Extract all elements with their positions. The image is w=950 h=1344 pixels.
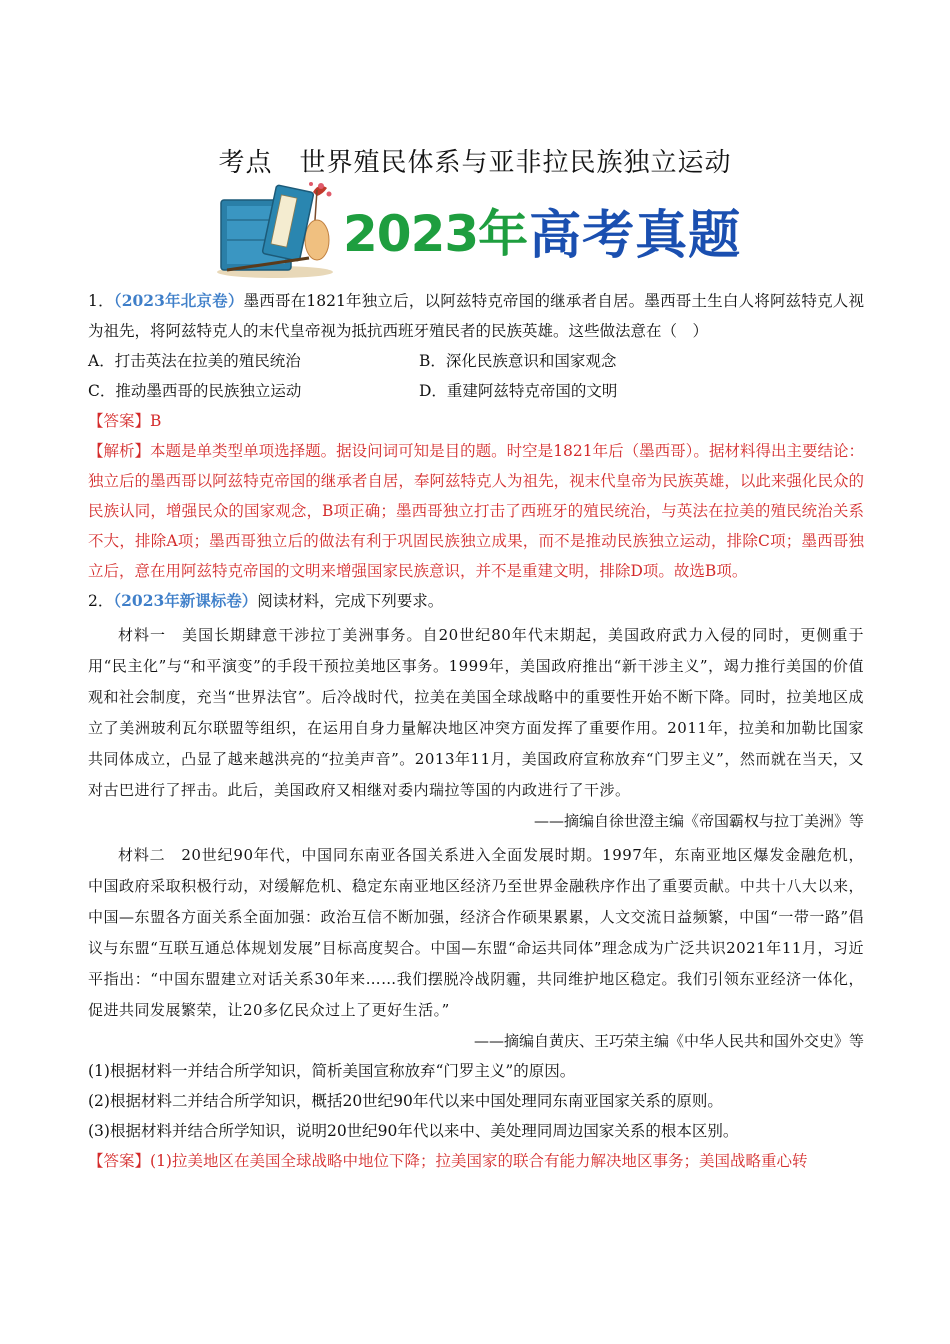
banner-label: 高考真题 [529, 205, 742, 266]
options-row-1 [88, 346, 864, 376]
material-1: 材料一 美国长期肆意干涉拉丁美洲事务。自20世纪80年代末期起，美国政府武力入侵的同时，更侧重于用“民主化”与“和平演变”的手段干预拉美地区事务。1999年，美国政府推出“新干涉主义”，竭力推行美国的价值观和社会制度，充当“世界法官”。后冷战时代，拉美在美国全球战略中的重要性开始不断下降。同时，拉美地区成立了美洲玻利瓦尔联盟等组织，在运用自身力量解决地区冲突方面发挥了重要作用。2011年，拉美和加勒比国家共同体成立，凸显了越来越洪亮的“拉美声音”。2013年11月，美国政府宣称放弃“门罗主义”，然而就在当天，又对古巴进行了抨击。此后，美国政府又相继对委内瑞拉等国的内政进行了干涉。 [88, 626, 864, 799]
question-2-answer [88, 1146, 864, 1176]
question-source: （2023年新课标卷） [113, 591, 258, 610]
banner-heading [343, 180, 741, 280]
option-a: A．打击英法在拉美的殖民统治 [88, 352, 301, 370]
option-c: C．推动墨西哥的民族独立运动 [88, 382, 302, 400]
question-1-answer: 【答案】B [88, 412, 162, 430]
answer-label: 【答案】 [88, 1152, 151, 1170]
material-1-citation: ——摘编自徐世澄主编《帝国霸权与拉丁美洲》等 [533, 812, 864, 830]
answer-text: (1)拉美地区在美国全球战略中地位下降；拉美国家的联合有能力解决地区事务；美国战略重心转 [150, 1152, 808, 1170]
page-title: 考点 世界殖民体系与亚非拉民族独立运动 [218, 148, 732, 178]
book-stack-icon [213, 180, 343, 280]
option-b: B．深化民族意识和国家观念 [419, 352, 617, 370]
question-text: 阅读材料，完成下列要求。 [257, 592, 444, 610]
sub-question-2: (2)根据材料二并结合所学知识，概括20世纪90年代以来中国处理同东南亚国家关系的原则。 [88, 1092, 723, 1110]
material-2: 材料二 20世纪90年代，中国同东南亚各国关系进入全面发展时期。1997年，东南亚地区爆发金融危机，中国政府采取积极行动，对缓解危机、稳定东南亚地区经济乃至世界金融秩序作出了重要贡献。中共十八大以来，中国—东盟各方面关系全面加强：政治互信不断加强，经济合作硕果累累，人文交流日益频繁，中国“一带一路”倡议与东盟“互联互通总体规划发展”目标高度契合。中国—东盟“命运共同体”理念成为广泛共识2021年11月，习近平指出：“中国东盟建立对话关系30年来……我们摆脱冷战阴霾，共同维护地区稳定。我们引领东亚经济一体化，促进共同发展繁荣，让20多亿民众过上了更好生活。” [88, 846, 864, 1019]
sub-question-1: (1)根据材料一并结合所学知识，简析美国宣称放弃“门罗主义”的原因。 [88, 1062, 576, 1080]
options-row-2 [88, 376, 864, 406]
material-2-citation: ——摘编自黄庆、王巧荣主编《中华人民共和国外交史》等 [473, 1032, 864, 1050]
question-2-stem [88, 586, 864, 616]
question-1-stem [88, 286, 864, 346]
question-source: （2023年北京卷） [113, 291, 244, 310]
banner-year: 2023年 [343, 205, 528, 263]
question-content [88, 286, 864, 1176]
option-d: D．重建阿兹特克帝国的文明 [419, 382, 618, 400]
sub-question-3: (3)根据材料并结合所学知识，说明20世纪90年代以来中、美处理同周边国家关系的根本区别。 [88, 1122, 739, 1140]
question-text: 墨西哥在1821年独立后，以阿兹特克帝国的继承者自居。墨西哥土生白人将阿兹特克人视为祖先，将阿兹特克人的末代皇帝视为抵抗西班牙殖民者的民族英雄。这些做法意在（ ） [88, 292, 864, 340]
question-number: 2． [88, 592, 114, 610]
question-number: 1． [88, 292, 114, 310]
exam-banner [213, 180, 743, 280]
question-1-analysis: 【解析】本题是单类型单项选择题。据设问词可知是目的题。时空是1821年后（墨西哥）。据材料得出主要结论：独立后的墨西哥以阿兹特克帝国的继承者自居，奉阿兹特克人为祖先，视末代皇帝为民族英雄，以此来强化民众的民族认同，增强民众的国家观念，B项正确；墨西哥独立打击了西班牙的殖民统治，与英法在拉美的殖民统治关系不大，排除A项；墨西哥独立后的做法有利于巩固民族独立成果，而不是推动民族独立运动，排除C项；墨西哥独立后，意在用阿兹特克帝国的文明来增强国家民族意识，并不是重建文明，排除D项。故选B项。 [88, 442, 864, 580]
